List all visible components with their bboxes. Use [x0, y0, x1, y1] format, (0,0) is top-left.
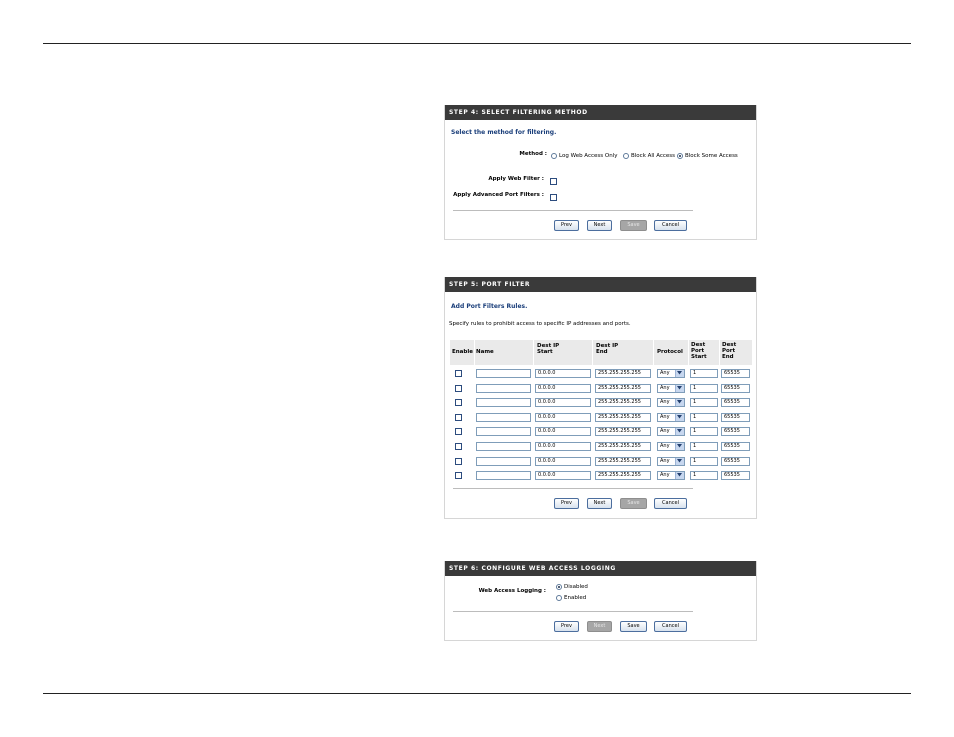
- rule-port-start-input[interactable]: 1: [690, 413, 718, 422]
- rule-protocol-select[interactable]: [657, 384, 685, 393]
- apply-web-filter-label: Apply Web Filter :: [488, 176, 544, 182]
- method-radio-block-all[interactable]: [623, 153, 629, 159]
- rule-ip-end-input[interactable]: 255.255.255.255: [595, 384, 651, 393]
- rule-ip-start-input[interactable]: 0.0.0.0: [535, 471, 591, 480]
- rule-ip-start-input[interactable]: 0.0.0.0: [535, 369, 591, 378]
- method-option-block-all: Block All Access: [631, 153, 676, 159]
- step5-description: Specify rules to prohibit access to specific IP addresses and ports.: [449, 321, 631, 327]
- rule-protocol-select[interactable]: [657, 442, 685, 451]
- step6-prev-button[interactable]: Prev: [554, 621, 579, 632]
- step5-prev-button[interactable]: Prev: [554, 498, 579, 509]
- rule-port-start-input[interactable]: 1: [690, 427, 718, 436]
- rule-protocol-value: Any: [660, 458, 670, 464]
- rule-name-input[interactable]: [476, 398, 531, 407]
- rule-name-input[interactable]: [476, 427, 531, 436]
- apply-web-filter-checkbox[interactable]: [550, 178, 557, 185]
- rule-port-end-input[interactable]: 65535: [721, 413, 750, 422]
- rule-protocol-value: Any: [660, 414, 670, 420]
- rule-ip-end-input[interactable]: 255.255.255.255: [595, 398, 651, 407]
- chevron-down-icon[interactable]: [675, 414, 684, 421]
- chevron-down-icon[interactable]: [675, 370, 684, 377]
- header-dest-ip-start: Dest IP Start: [537, 343, 560, 355]
- step5-separator: [453, 488, 693, 489]
- rule-port-end-input[interactable]: 65535: [721, 442, 750, 451]
- rule-port-start-input[interactable]: 1: [690, 384, 718, 393]
- rule-ip-end-input[interactable]: 255.255.255.255: [595, 427, 651, 436]
- header-name: Name: [476, 349, 494, 355]
- apply-adv-port-checkbox[interactable]: [550, 194, 557, 201]
- rule-protocol-select[interactable]: [657, 369, 685, 378]
- step4-title: STEP 4: SELECT FILTERING METHOD: [445, 105, 756, 120]
- bottom-rule: [43, 693, 911, 694]
- rule-enable-checkbox[interactable]: [455, 472, 462, 479]
- step4-next-button[interactable]: Next: [587, 220, 612, 231]
- step5-next-button[interactable]: Next: [587, 498, 612, 509]
- step4-prev-button[interactable]: Prev: [554, 220, 579, 231]
- chevron-down-icon[interactable]: [675, 385, 684, 392]
- rule-ip-start-input[interactable]: 0.0.0.0: [535, 384, 591, 393]
- rule-protocol-select[interactable]: [657, 457, 685, 466]
- rule-enable-checkbox[interactable]: [455, 370, 462, 377]
- rule-port-start-input[interactable]: 1: [690, 457, 718, 466]
- rule-enable-checkbox[interactable]: [455, 414, 462, 421]
- method-radio-block-some[interactable]: [677, 153, 683, 159]
- rule-port-start-input[interactable]: 1: [690, 471, 718, 480]
- header-protocol: Protocol: [657, 349, 683, 355]
- rule-port-end-input[interactable]: 65535: [721, 398, 750, 407]
- apply-adv-port-label: Apply Advanced Port Filters :: [453, 192, 544, 198]
- rule-port-end-input[interactable]: 65535: [721, 471, 750, 480]
- rule-protocol-value: Any: [660, 428, 670, 434]
- chevron-down-icon[interactable]: [675, 443, 684, 450]
- step5-subtitle: Add Port Filters Rules.: [451, 303, 528, 310]
- step4-save-button[interactable]: Save: [620, 220, 647, 231]
- rule-protocol-select[interactable]: [657, 413, 685, 422]
- step5-panel: [444, 277, 757, 519]
- rule-enable-checkbox[interactable]: [455, 443, 462, 450]
- rule-protocol-select[interactable]: [657, 427, 685, 436]
- step4-panel: [444, 105, 757, 240]
- rule-ip-end-input[interactable]: 255.255.255.255: [595, 471, 651, 480]
- method-option-log-only: Log Web Access Only: [559, 153, 618, 159]
- rule-name-input[interactable]: [476, 457, 531, 466]
- web-access-logging-label: Web Access Logging :: [478, 588, 546, 594]
- rule-ip-start-input[interactable]: 0.0.0.0: [535, 398, 591, 407]
- chevron-down-icon[interactable]: [675, 458, 684, 465]
- rule-name-input[interactable]: [476, 384, 531, 393]
- rule-name-input[interactable]: [476, 413, 531, 422]
- rule-name-input[interactable]: [476, 471, 531, 480]
- logging-radio-disabled[interactable]: [556, 584, 562, 590]
- method-radio-log-only[interactable]: [551, 153, 557, 159]
- step6-save-button[interactable]: Save: [620, 621, 647, 632]
- rule-enable-checkbox[interactable]: [455, 385, 462, 392]
- rule-protocol-value: Any: [660, 472, 670, 478]
- rule-port-end-input[interactable]: 65535: [721, 384, 750, 393]
- logging-radio-enabled[interactable]: [556, 595, 562, 601]
- rule-port-end-input[interactable]: 65535: [721, 427, 750, 436]
- rule-enable-checkbox[interactable]: [455, 428, 462, 435]
- top-rule: [43, 43, 911, 44]
- rule-ip-end-input[interactable]: 255.255.255.255: [595, 442, 651, 451]
- rule-ip-start-input[interactable]: 0.0.0.0: [535, 413, 591, 422]
- step5-save-button[interactable]: Save: [620, 498, 647, 509]
- method-label: Method :: [519, 151, 547, 157]
- step6-separator: [453, 611, 693, 612]
- step5-cancel-button[interactable]: Cancel: [654, 498, 687, 509]
- step6-title: STEP 6: CONFIGURE WEB ACCESS LOGGING: [445, 561, 756, 576]
- rule-protocol-value: Any: [660, 370, 670, 376]
- rule-name-input[interactable]: [476, 442, 531, 451]
- rule-name-input[interactable]: [476, 369, 531, 378]
- header-dest-port-start: Dest Port Start: [691, 342, 707, 360]
- rule-enable-checkbox[interactable]: [455, 399, 462, 406]
- header-dest-ip-end: Dest IP End: [596, 343, 619, 355]
- rule-port-end-input[interactable]: 65535: [721, 457, 750, 466]
- rule-ip-start-input[interactable]: 0.0.0.0: [535, 457, 591, 466]
- rule-ip-end-input[interactable]: 255.255.255.255: [595, 457, 651, 466]
- rule-ip-start-input[interactable]: 0.0.0.0: [535, 427, 591, 436]
- step4-subtitle: Select the method for filtering.: [451, 129, 557, 136]
- logging-option-disabled: Disabled: [564, 584, 588, 590]
- rule-port-start-input[interactable]: 1: [690, 369, 718, 378]
- rule-protocol-value: Any: [660, 385, 670, 391]
- rule-ip-end-input[interactable]: 255.255.255.255: [595, 413, 651, 422]
- chevron-down-icon[interactable]: [675, 428, 684, 435]
- rule-protocol-select[interactable]: [657, 471, 685, 480]
- step4-separator: [453, 210, 693, 211]
- rule-ip-end-input[interactable]: 255.255.255.255: [595, 369, 651, 378]
- step6-cancel-button[interactable]: Cancel: [654, 621, 687, 632]
- header-enable: Enable: [452, 349, 473, 355]
- method-option-block-some: Block Some Access: [685, 153, 738, 159]
- rule-ip-start-input[interactable]: 0.0.0.0: [535, 442, 591, 451]
- rule-protocol-value: Any: [660, 443, 670, 449]
- step6-next-button[interactable]: Next: [587, 621, 612, 632]
- rule-port-start-input[interactable]: 1: [690, 442, 718, 451]
- chevron-down-icon[interactable]: [675, 472, 684, 479]
- rule-protocol-select[interactable]: [657, 398, 685, 407]
- chevron-down-icon[interactable]: [675, 399, 684, 406]
- rule-port-start-input[interactable]: 1: [690, 398, 718, 407]
- step5-title: STEP 5: PORT FILTER: [445, 277, 756, 292]
- step6-panel: [444, 561, 757, 641]
- logging-option-enabled: Enabled: [564, 595, 587, 601]
- rule-protocol-value: Any: [660, 399, 670, 405]
- step4-cancel-button[interactable]: Cancel: [654, 220, 687, 231]
- header-dest-port-end: Dest Port End: [722, 342, 737, 360]
- rule-enable-checkbox[interactable]: [455, 458, 462, 465]
- rule-port-end-input[interactable]: 65535: [721, 369, 750, 378]
